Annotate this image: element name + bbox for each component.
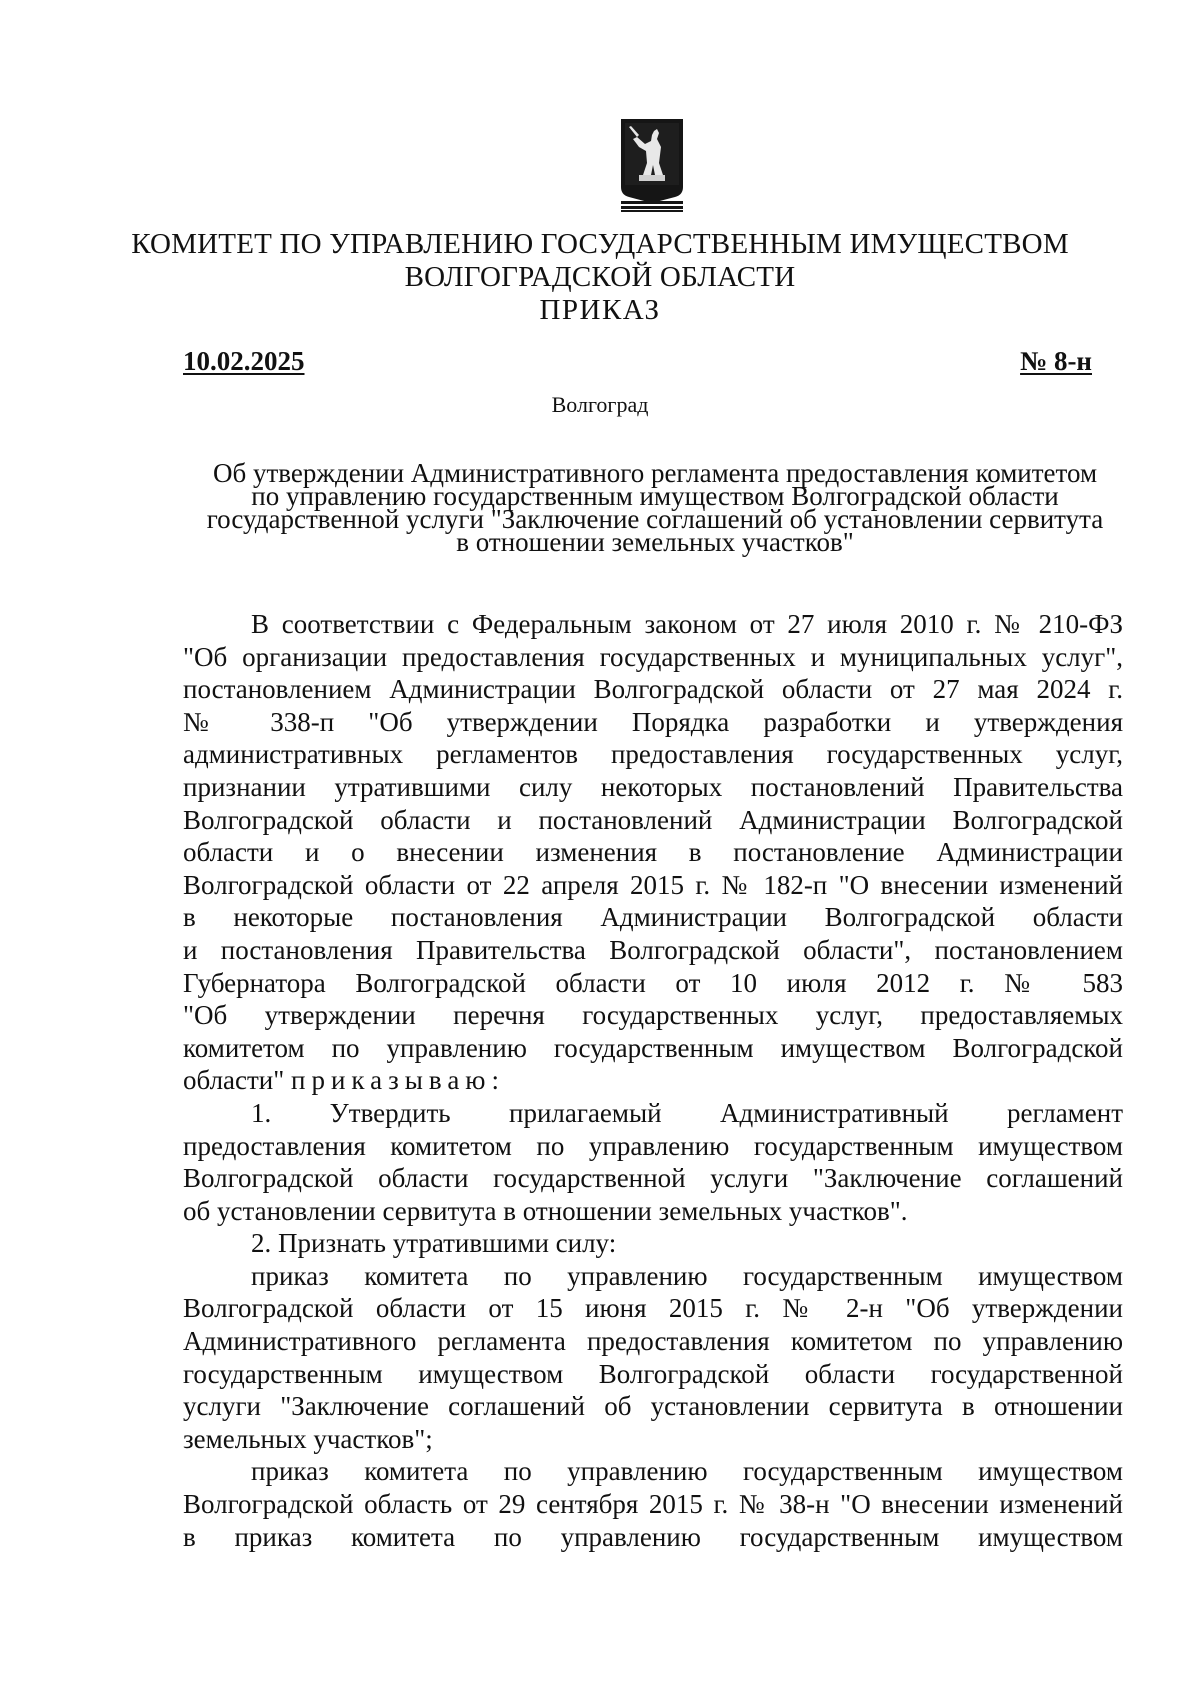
body-line: Волгоградской области от 15 июня 2015 г. № 2-н "Об утверждении: [183, 1293, 1123, 1324]
title-line: в отношении земельных участков": [456, 527, 854, 557]
body-line: "Об утверждении перечня государственных услуг, предоставляемых: [183, 1000, 1123, 1031]
body-line: Губернатора Волгоградской области от 10 июля 2012 г. № 583: [183, 967, 1123, 998]
title-line: Об утверждении Административного регламента предоставления комитетом: [212, 458, 1098, 488]
org-name-line-1: КОМИТЕТ ПО УПРАВЛЕНИЮ ГОСУДАРСТВЕННЫМ ИМУЩЕСТВОМ: [131, 228, 1069, 260]
body-line: области и о внесении изменения в постановление Администрации: [183, 837, 1123, 868]
body-line: административных регламентов предоставления государственных услуг,: [183, 739, 1123, 770]
coat-of-arms-icon: [619, 117, 685, 213]
document-body: [183, 608, 1123, 1553]
title-line: государственной услуги "Заключение соглашений об установлении сервитута: [206, 504, 1104, 534]
org-name-line-2: ВОЛГОГРАДСКОЙ ОБЛАСТИ: [404, 261, 796, 293]
body-line: в приказ комитета по управлению государственным имуществом: [183, 1521, 1123, 1552]
body-line: Волгоградской области государственной услуги "Заключение соглашений: [183, 1163, 1123, 1194]
document-date: 10.02.2025: [183, 346, 305, 376]
body-line: 2. Признать утратившими силу:: [251, 1228, 617, 1259]
body-line: № 338-п "Об утверждении Порядка разработки и утверждения: [183, 706, 1123, 737]
body-line: Волгоградской область от 29 сентября 2015 г. № 38-н "О внесении изменений: [183, 1489, 1123, 1520]
body-line: Административного регламента предоставления комитетом по управлению: [183, 1326, 1123, 1357]
body-line: приказ комитета по управлению государственным имуществом: [251, 1456, 1123, 1487]
document-city: Волгоград: [551, 392, 649, 417]
title-line: по управлению государственным имуществом Волгоградской области: [251, 481, 1059, 511]
body-line: Волгоградской области и постановлений Администрации Волгоградской: [183, 804, 1123, 835]
body-line: В соответствии с Федеральным законом от 27 июля 2010 г. № 210-ФЗ: [251, 609, 1123, 639]
document-type: ПРИКАЗ: [539, 294, 661, 326]
body-line: и постановления Правительства Волгоградской области", постановлением: [183, 934, 1123, 965]
body-line: признании утратившими силу некоторых постановлений Правительства: [183, 771, 1123, 802]
document-title: [175, 458, 1135, 557]
body-line: 1. Утвердить прилагаемый Административный регламент: [251, 1097, 1123, 1128]
document-number: № 8-н: [1020, 346, 1092, 376]
body-line: "Об организации предоставления государственных и муниципальных услуг",: [183, 641, 1123, 672]
body-line: земельных участков";: [183, 1423, 433, 1454]
body-line: в некоторые постановления Администрации Волгоградской области: [183, 902, 1123, 933]
body-line: об установлении сервитута в отношении земельных участков".: [183, 1195, 908, 1226]
body-line: постановлением Администрации Волгоградской области от 27 мая 2024 г.: [183, 674, 1123, 705]
body-line: предоставления комитетом по управлению государственным имуществом: [183, 1130, 1123, 1161]
body-line: услуги "Заключение соглашений об установлении сервитута в отношении: [183, 1391, 1123, 1422]
body-line: Волгоградской области от 22 апреля 2015 г. № 182-п "О внесении изменений: [183, 869, 1123, 900]
body-line: комитетом по управлению государственным имуществом Волгоградской: [183, 1032, 1123, 1063]
body-line-closing: [183, 1064, 1123, 1097]
body-line: государственным имуществом Волгоградской области государственной: [183, 1358, 1123, 1389]
directive-word: приказываю:: [291, 1065, 505, 1096]
body-line: приказ комитета по управлению государственным имуществом: [251, 1260, 1123, 1291]
body-line: области": [183, 1065, 292, 1096]
